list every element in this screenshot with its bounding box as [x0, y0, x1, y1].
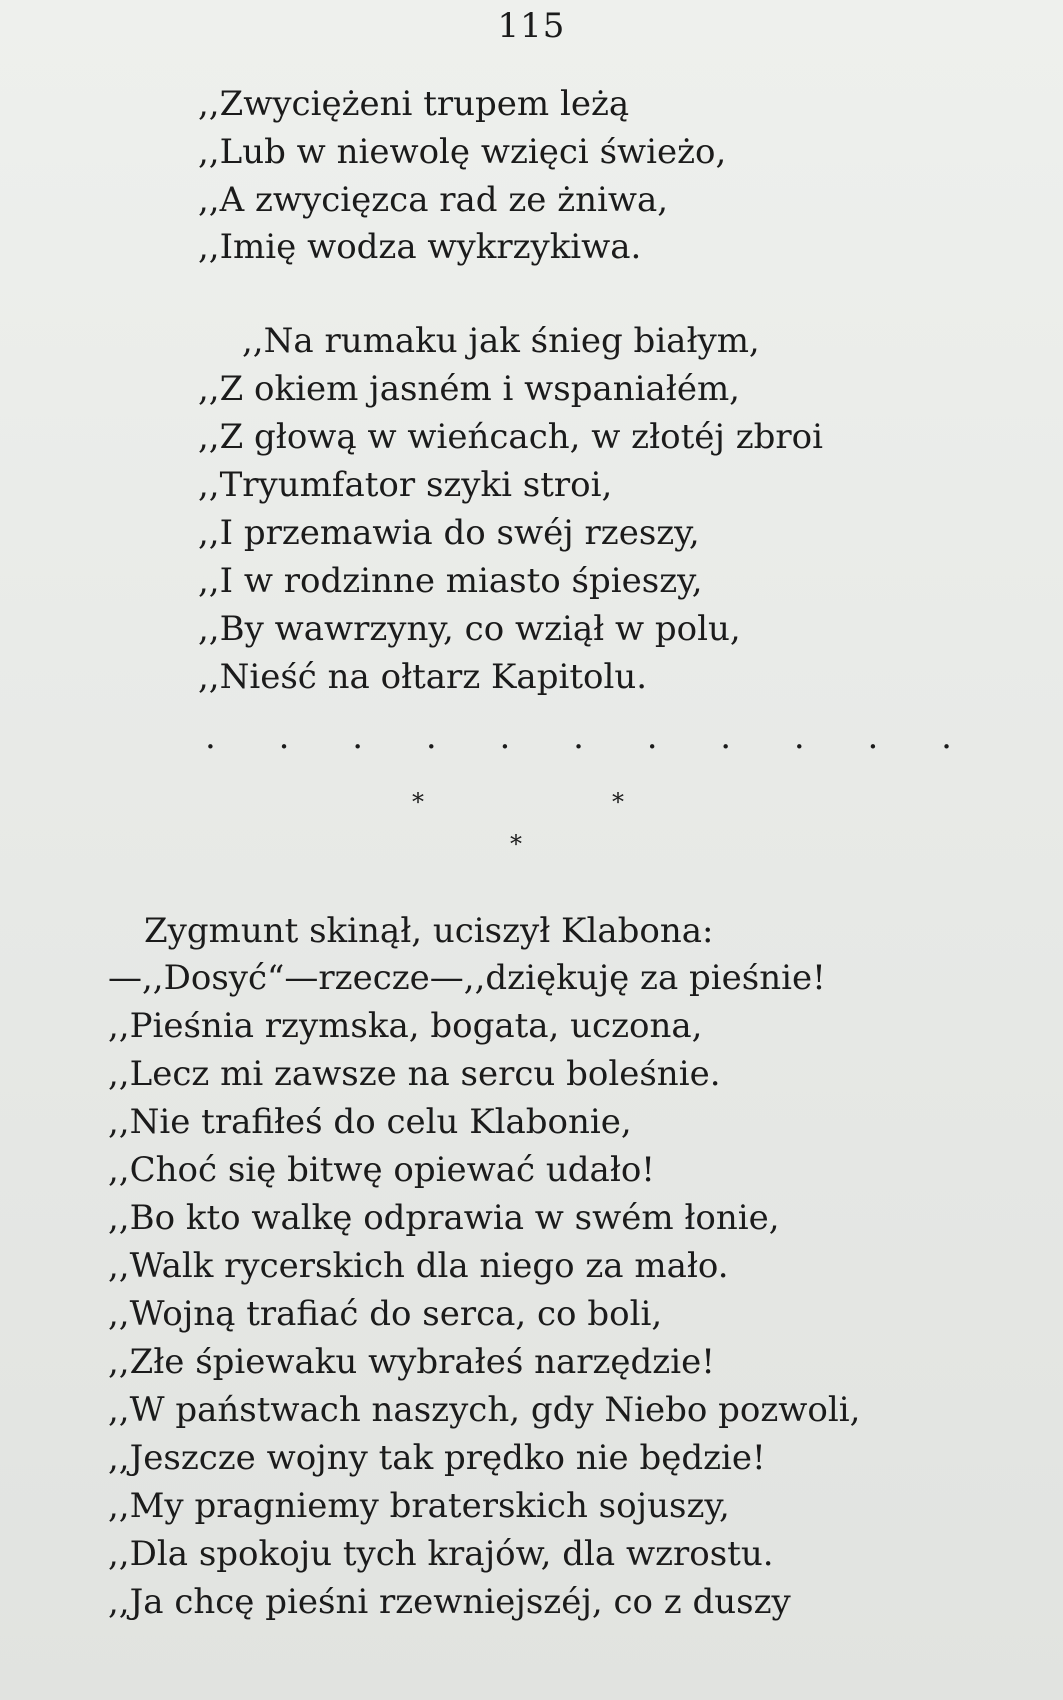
verse-line: ,,My pragniemy braterskich sojuszy, — [108, 1486, 730, 1526]
verse-line: ,,Lub w niewolę wzięci świeżo, — [198, 132, 727, 172]
verse-line: ,,I przemawia do swéj rzeszy, — [198, 513, 700, 553]
ellipsis-row: . . . . . . . . . . . — [205, 717, 978, 757]
verse-line: ,,Z głową w wieńcach, w złotéj zbroi — [198, 417, 823, 457]
verse-line: ,,Nie trafiłeś do celu Klabonie, — [108, 1102, 632, 1142]
verse-line: —,,Dosyć“—rzecze—,,dziękuję za pieśnie! — [108, 958, 826, 998]
verse-line: Zygmunt skinął, uciszył Klabona: — [144, 911, 714, 951]
separator-asterisk: * — [412, 788, 424, 816]
verse-line: ,,Dla spokoju tych krajów, dla wzrostu. — [108, 1534, 774, 1574]
separator-asterisk: * — [510, 830, 522, 858]
verse-line: ,,Na rumaku jak śnieg białym, — [242, 321, 760, 361]
verse-line: ,,By wawrzyny, co wziął w polu, — [198, 609, 741, 649]
verse-line: ,,I w rodzinne miasto śpieszy, — [198, 561, 703, 601]
verse-line: ,,Walk rycerskich dla niego za mało. — [108, 1246, 729, 1286]
verse-line: ,,Imię wodza wykrzykiwa. — [198, 227, 642, 267]
verse-line: ,,Tryumfator szyki stroi, — [198, 465, 613, 505]
separator-asterisk: * — [612, 788, 624, 816]
verse-line: ,,A zwycięzca rad ze żniwa, — [198, 180, 669, 220]
verse-line: ,,Zwyciężeni trupem leżą — [198, 84, 630, 124]
verse-line: ,,Choć się bitwę opiewać udało! — [108, 1150, 655, 1190]
verse-line: ,,W państwach naszych, gdy Niebo pozwoli, — [108, 1390, 861, 1430]
verse-line: ,,Pieśnia rzymska, bogata, uczona, — [108, 1006, 703, 1046]
verse-line: ,,Lecz mi zawsze na sercu boleśnie. — [108, 1054, 721, 1094]
verse-line: ,,Ja chcę pieśni rzewniejszéj, co z duszy — [108, 1582, 791, 1622]
verse-line: ,,Jeszcze wojny tak prędko nie będzie! — [108, 1438, 766, 1478]
verse-line: ,,Z okiem jasném i wspaniałém, — [198, 369, 740, 409]
verse-line: ,,Złe śpiewaku wybrałeś narzędzie! — [108, 1342, 715, 1382]
verse-line: ,,Wojną trafiać do serca, co boli, — [108, 1294, 663, 1334]
verse-line: ,,Bo kto walkę odprawia w swém łonie, — [108, 1198, 780, 1238]
page-number: 115 — [497, 6, 566, 46]
verse-line: ,,Nieść na ołtarz Kapitolu. — [198, 657, 648, 697]
